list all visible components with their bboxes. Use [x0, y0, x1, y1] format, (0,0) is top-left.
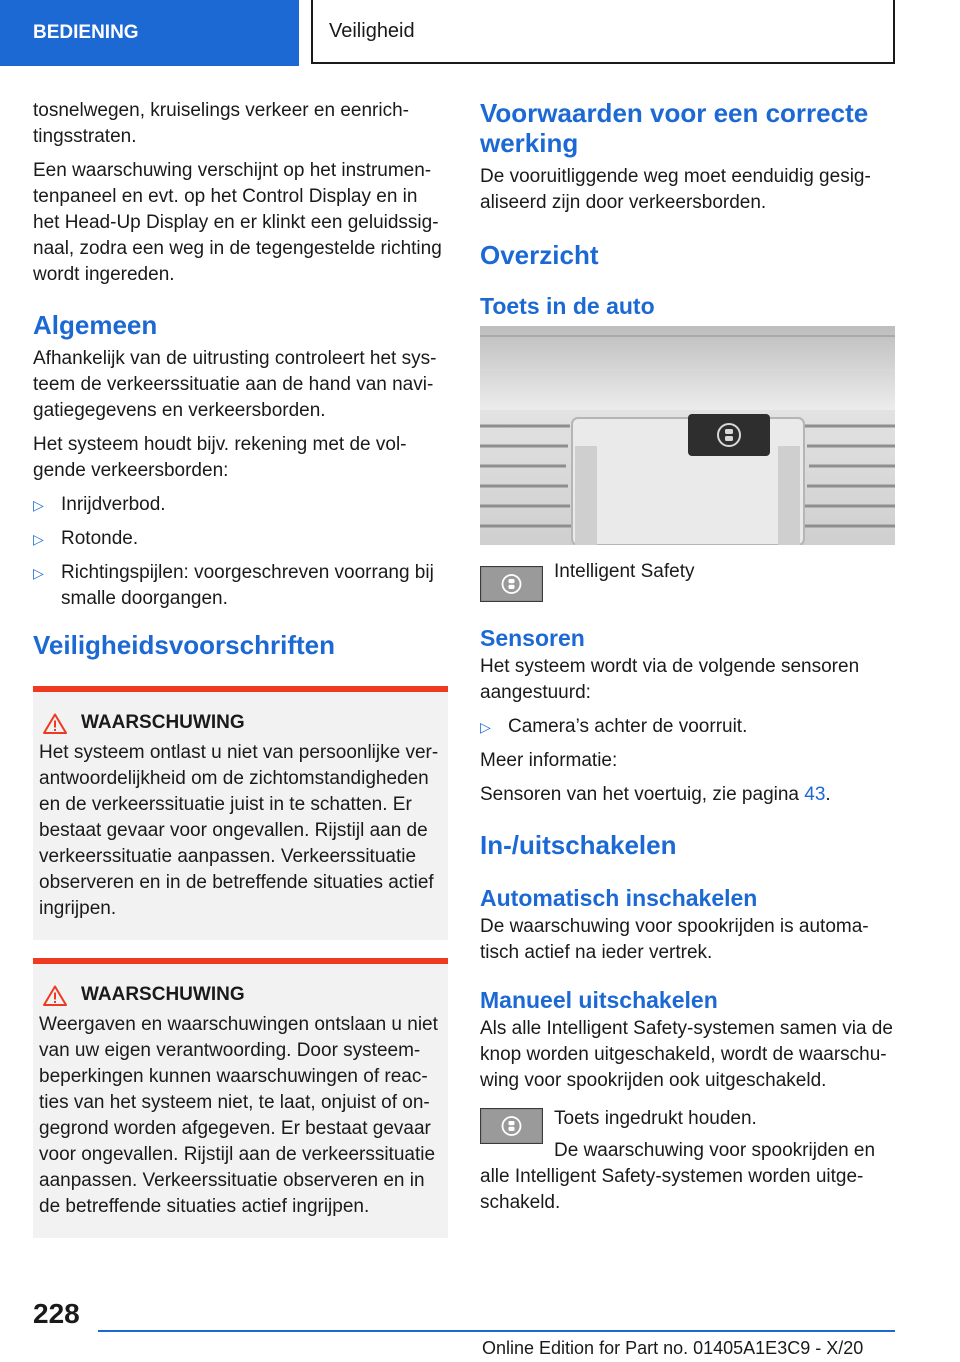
page-number: 228	[33, 1298, 80, 1329]
paragraph: De waarschuwing voor spookrijden is automa- tisch actief na ieder vertrek.	[480, 916, 869, 963]
footer-edition: Online Edition for Part no. 01405A1E3C9 - X/20	[482, 1338, 864, 1358]
paragraph: Sensoren van het voertuig, zie pagina 43.	[480, 784, 831, 805]
list-bullet-icon: ▷	[33, 497, 44, 513]
heading-toets: Toets in de auto	[480, 293, 655, 319]
paragraph: De vooruitliggende weg moet eenduidig gesig- aliseerd zijn door verkeersborden.	[480, 166, 871, 213]
step-instruction: Toets ingedrukt houden.	[554, 1108, 757, 1129]
warning-box	[33, 686, 448, 940]
paragraph: Als alle Intelligent Safety-systemen samen via de knop worden uitgeschakeld, wordt de waarschu- wing voor spookrijden ook uitgeschakeld.	[480, 1018, 893, 1091]
warning-text: Weergaven en waarschuwingen ontslaan u niet van uw eigen verantwoording. Door systeem- beperkingen kunnen waarschuwingen of reac- ties van het systeem niet, te laat, onjuist of on- gegrond worden afgegeven. Er bestaat gevaar voor ongevallen. Rijstijl aan de verkeerssituatie aanpassen. Verkeerssituatie observeren en in de betreffende situaties actief ingrijpen.	[39, 1014, 438, 1217]
key-label: Intelligent Safety	[554, 561, 695, 582]
heading-voorwaarden: Voorwaarden voor een correcte werking	[480, 98, 869, 158]
list-item: ▷ Camera’s achter de voorruit.	[480, 714, 896, 740]
warning-box	[33, 958, 448, 1238]
heading-overzicht: Overzicht	[480, 240, 599, 270]
sensor-list	[480, 714, 896, 740]
paragraph: Meer informatie:	[480, 750, 618, 771]
list-bullet-icon: ▷	[33, 531, 44, 547]
right-column	[480, 98, 896, 1224]
list-item: ▷ Inrijdverbod.	[33, 492, 448, 518]
page-reference-link[interactable]: 43	[804, 784, 826, 805]
heading-automatisch: Automatisch inschakelen	[480, 885, 758, 911]
warning-triangle-icon	[43, 713, 67, 734]
traffic-sign-list	[33, 492, 448, 612]
key-row	[480, 557, 896, 602]
left-column	[33, 98, 448, 1256]
heading-algemeen: Algemeen	[33, 310, 158, 340]
heading-sensoren: Sensoren	[480, 625, 585, 651]
warning-text: Het systeem ontlast u niet van persoonlijke ver- antwoordelijkheid om de zichtomstandigheden en de verkeerssituatie juist in te schatten. Er bestaat gevaar voor ongevallen. Rijstijl aan de verkeerssituatie aanpassen. Verkeerssituatie observeren en in de betreffende situaties actief ingrijpen.	[39, 742, 439, 919]
step-result: De waarschuwing voor spookrijden en alle Intelligent Safety-systemen worden uitge- schakeld.	[480, 1140, 876, 1213]
section-tab: BEDIENING	[0, 0, 299, 66]
page-header	[0, 0, 960, 66]
list-bullet-icon: ▷	[33, 565, 44, 581]
intelligent-safety-button-icon	[480, 566, 543, 602]
chapter-title: Veiligheid	[311, 0, 895, 64]
paragraph: Afhankelijk van de uitrusting controleert het sys- teem de verkeerssituatie aan de hand van navi- gatiegegevens en verkeersborden.	[33, 348, 437, 421]
paragraph: Het systeem houdt bijv. rekening met de vol- gende verkeersborden:	[33, 434, 407, 481]
heading-veiligheidsvoorschriften: Veiligheidsvoorschriften	[33, 630, 335, 660]
heading-manueel: Manueel uitschakelen	[480, 987, 718, 1013]
heading-in-uitschakelen: In-/uitschakelen	[480, 830, 677, 860]
footer-rule	[98, 1330, 895, 1332]
warning-triangle-icon	[43, 985, 67, 1006]
warning-heading: WAARSCHUWING	[39, 710, 440, 736]
paragraph: Het systeem wordt via de volgende sensoren aangestuurd:	[480, 656, 860, 703]
dashboard-button-photo	[480, 326, 895, 545]
list-item: ▷ Rotonde.	[33, 526, 448, 552]
list-bullet-icon: ▷	[480, 719, 491, 735]
list-item: ▷ Richtingspijlen: voorgeschreven voorrang bij smalle doorgangen.	[33, 562, 434, 609]
warning-heading: WAARSCHUWING	[39, 982, 440, 1008]
paragraph: tosnelwegen, kruiselings verkeer en eenrich- tingsstraten.	[33, 100, 409, 147]
paragraph: Een waarschuwing verschijnt op het instrumen- tenpaneel en evt. op het Control Display en in het Head-Up Display en er klinkt een geluidssig- naal, zodra een weg in de tegengestelde richting wordt ingereden.	[33, 160, 442, 285]
